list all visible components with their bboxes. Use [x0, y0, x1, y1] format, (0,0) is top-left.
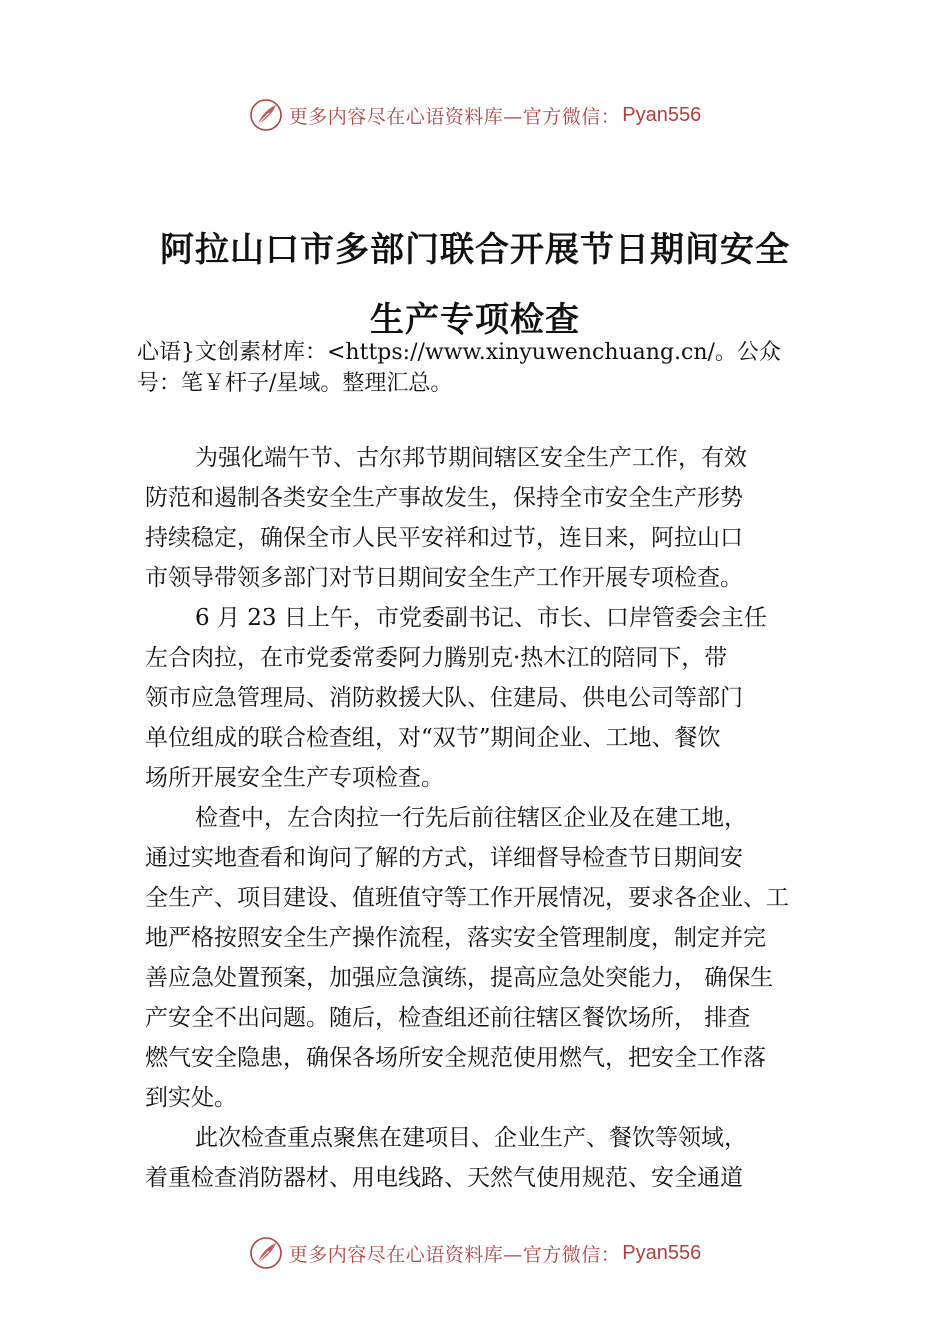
watermark-text: 更多内容尽在心语资料库—官方微信： — [288, 1243, 621, 1266]
paragraph-line: 领市应急管理局、消防救援大队、住建局、供电公司等部门 — [145, 685, 743, 711]
paragraph-line: 防范和遏制各类安全生产事故发生，保持全市安全生产形势 — [145, 485, 743, 511]
paragraph-line: 通过实地查看和询问了解的方式，详细督导检查节日期间安 — [145, 845, 743, 871]
source-note — [137, 337, 837, 399]
watermark-wechat-id: Pyan556 — [622, 103, 702, 126]
watermark-text: 更多内容尽在心语资料库—官方微信： — [288, 105, 621, 128]
paragraph-line: 产安全不出问题。随后，检查组还前往辖区餐饮场所， 排查 — [145, 1005, 751, 1031]
source-note-line-1: 心语}文创素材库：<https://www.xinyuwenchuang.cn/。公众 — [137, 340, 781, 365]
feather-pen-logo-icon — [249, 98, 283, 132]
feather-pen-logo-icon — [249, 1236, 283, 1270]
document-title-line-2: 生产专项检查 — [370, 300, 580, 340]
paragraph-line: 6 月 23 日上午，市党委副书记、市长、口岸管委会主任 — [195, 605, 767, 631]
paragraph-line: 到实处。 — [145, 1085, 237, 1111]
paragraph-2 — [145, 598, 825, 798]
document-title-line-1: 阿拉山口市多部门联合开展节日期间安全 — [160, 230, 790, 270]
paragraph-line: 市领导带领多部门对节日期间安全生产工作开展专项检查。 — [145, 565, 743, 591]
paragraph-line: 善应急处置预案，加强应急演练，提高应急处突能力， 确保生 — [145, 965, 774, 991]
article-body — [145, 438, 825, 1198]
header-watermark — [0, 93, 950, 137]
source-note-line-2: 号：笔￥杆子/星域。整理汇总。 — [137, 371, 453, 396]
paragraph-line: 着重检查消防器材、用电线路、天然气使用规范、安全通道 — [145, 1165, 743, 1191]
paragraph-line: 场所开展安全生产专项检查。 — [145, 765, 444, 791]
paragraph-line: 地严格按照安全生产操作流程，落实安全管理制度，制定并完 — [145, 925, 766, 951]
paragraph-line: 左合肉拉，在市党委常委阿力腾别克·热木江的陪同下，带 — [145, 645, 728, 671]
paragraph-4 — [145, 1118, 825, 1198]
paragraph-line: 全生产、项目建设、值班值守等工作开展情况，要求各企业、工 — [145, 885, 789, 911]
footer-watermark — [0, 1231, 950, 1275]
paragraph-3 — [145, 798, 825, 1118]
paragraph-line: 此次检查重点聚焦在建项目、企业生产、餐饮等领域， — [195, 1125, 747, 1151]
paragraph-line: 为强化端午节、古尔邦节期间辖区安全生产工作，有效 — [195, 445, 747, 471]
paragraph-1 — [145, 438, 825, 598]
paragraph-line: 单位组成的联合检查组，对“双节”期间企业、工地、餐饮 — [145, 725, 721, 751]
paragraph-line: 持续稳定，确保全市人民平安祥和过节，连日来，阿拉山口 — [145, 525, 743, 551]
paragraph-line: 检查中，左合肉拉一行先后前往辖区企业及在建工地， — [195, 805, 747, 831]
paragraph-line: 燃气安全隐患，确保各场所安全规范使用燃气，把安全工作落 — [145, 1045, 766, 1071]
watermark-wechat-id: Pyan556 — [622, 1241, 702, 1264]
